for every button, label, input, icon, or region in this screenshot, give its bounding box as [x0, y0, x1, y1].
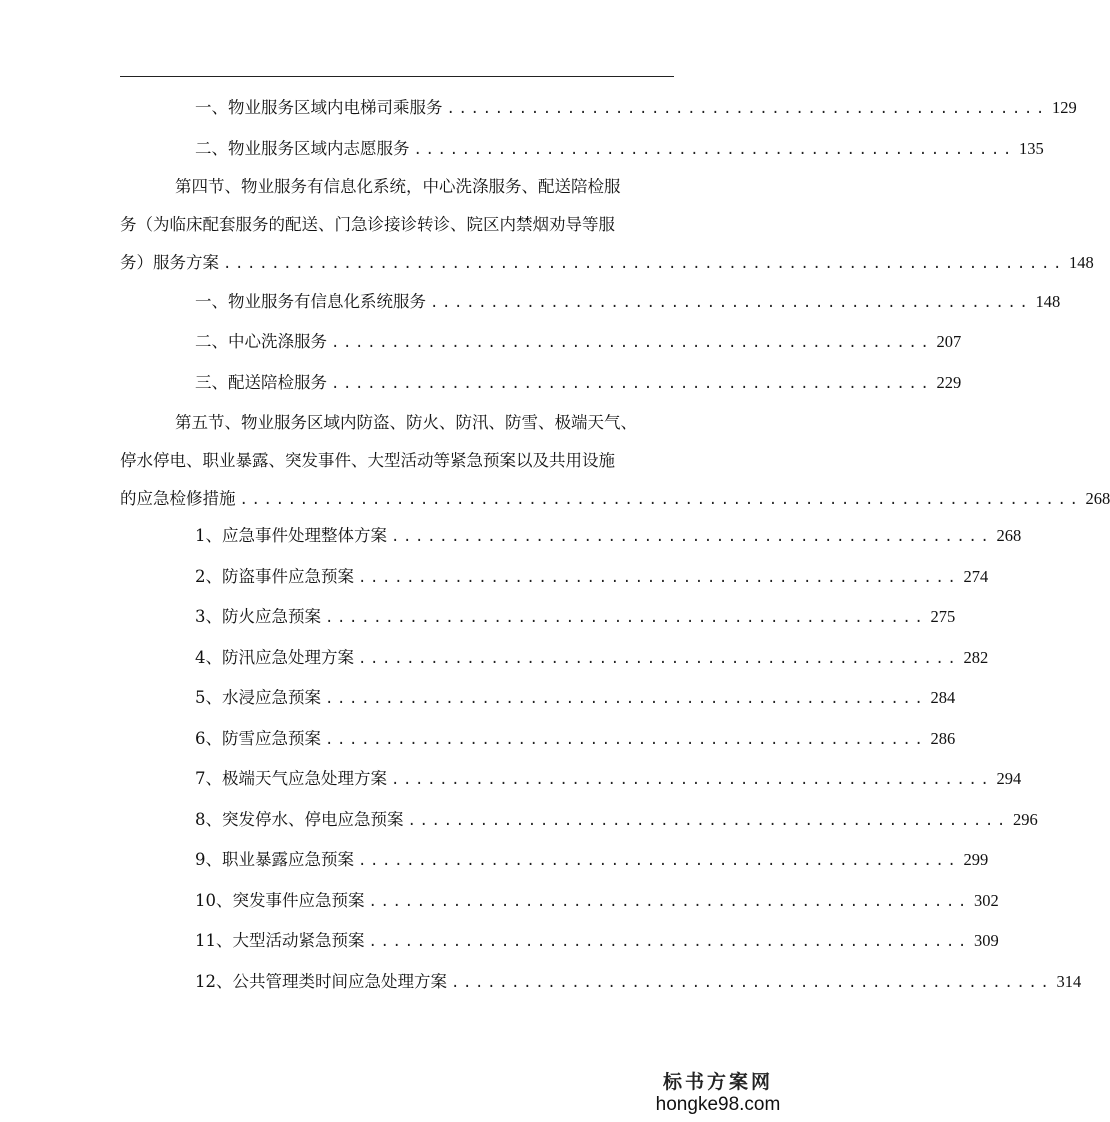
- leader-dots: ..................................................: [325, 610, 927, 626]
- toc-section-last-line: 的应急检修措施: [120, 489, 236, 508]
- toc-entry[interactable]: [0, 521, 1022, 551]
- toc-entry-label: 10、突发事件应急预案: [195, 891, 365, 910]
- leader-dots: ..................................................: [368, 934, 970, 950]
- toc-entry[interactable]: [0, 805, 1038, 835]
- toc-entry[interactable]: [0, 967, 1082, 997]
- toc-entry-label: 11、大型活动紧急预案: [195, 931, 365, 950]
- toc-entry-page: 268: [996, 526, 1022, 545]
- toc-entry-label: 1、应急事件处理整体方案: [195, 526, 387, 545]
- toc-entry[interactable]: [0, 134, 1044, 164]
- leader-dots: ..................................................: [368, 894, 970, 910]
- toc-entry-page: 284: [930, 688, 956, 707]
- watermark-url: hongke98.com: [655, 1094, 781, 1115]
- leader-dots: ..................................................: [358, 570, 960, 586]
- toc-section-entry[interactable]: [120, 404, 1110, 518]
- leader-dots: ..................................................: [325, 732, 927, 748]
- toc-section-last-line: 务）服务方案: [120, 253, 219, 272]
- toc-entry-page: 299: [963, 850, 989, 869]
- toc-entry[interactable]: [0, 845, 989, 875]
- toc-entry-page: 294: [996, 769, 1022, 788]
- leader-dots: ......................................................................: [239, 492, 1082, 508]
- toc-entry-page: 268: [1085, 489, 1110, 508]
- toc-entry-page: 135: [1018, 139, 1044, 158]
- leader-dots: ..................................................: [358, 651, 960, 667]
- leader-dots: ..................................................: [391, 772, 993, 788]
- toc-entry-page: 314: [1056, 972, 1082, 991]
- toc-entry-label: 4、防汛应急处理方案: [195, 648, 354, 667]
- toc-section-line: 第五节、物业服务区域内防盗、防火、防汛、防雪、极端天气、: [175, 413, 637, 432]
- leader-dots: ......................................................................: [223, 256, 1066, 272]
- toc-entry-page: 275: [930, 607, 956, 626]
- toc-entry[interactable]: [0, 886, 999, 916]
- leader-dots: ..................................................: [325, 691, 927, 707]
- toc-entry-page: 309: [973, 931, 999, 950]
- toc-entry[interactable]: [0, 368, 962, 398]
- leader-dots: ..................................................: [331, 335, 933, 351]
- toc-entry-page: 282: [963, 648, 989, 667]
- toc-entry-page: 207: [936, 332, 962, 351]
- leader-dots: ..................................................: [331, 376, 933, 392]
- toc-entry-page: 296: [1012, 810, 1038, 829]
- toc-entry-page: 274: [963, 567, 989, 586]
- leader-dots: ..................................................: [358, 853, 960, 869]
- leader-dots: ..................................................: [413, 142, 1015, 158]
- toc-entry[interactable]: [0, 683, 956, 713]
- toc-entry-label: 8、突发停水、停电应急预案: [195, 810, 404, 829]
- toc-section-line: 第四节、物业服务有信息化系统，中心洗涤服务、配送陪检服: [175, 177, 621, 196]
- toc-entry[interactable]: [0, 643, 989, 673]
- toc-entry-label: 5、水浸应急预案: [195, 688, 321, 707]
- toc-section-line: 停水停电、职业暴露、突发事件、大型活动等紧急预案以及共用设施: [120, 451, 615, 470]
- leader-dots: ..................................................: [391, 529, 993, 545]
- toc-entry[interactable]: [0, 724, 956, 754]
- leader-dots: ..................................................: [451, 975, 1053, 991]
- toc-entry-label: 2、防盗事件应急预案: [195, 567, 354, 586]
- toc-entry-page: 148: [1035, 292, 1061, 311]
- toc-entry[interactable]: [0, 327, 962, 357]
- toc-section-line: 务（为临床配套服务的配送、门急诊接诊转诊、院区内禁烟劝导等服: [120, 215, 615, 234]
- toc-entry-label: 9、职业暴露应急预案: [195, 850, 354, 869]
- toc-entry[interactable]: [0, 287, 1061, 317]
- toc-entry-label: 3、防火应急预案: [195, 607, 321, 626]
- leader-dots: ..................................................: [407, 813, 1009, 829]
- toc-section-entry[interactable]: [120, 168, 1094, 282]
- toc-entry-label: 一、物业服务有信息化系统服务: [195, 292, 426, 311]
- toc-entry-label: 三、配送陪检服务: [195, 373, 327, 392]
- toc-entry-label: 二、中心洗涤服务: [195, 332, 327, 351]
- toc-entry-page: 286: [930, 729, 956, 748]
- watermark-name: 标书方案网: [662, 1071, 773, 1093]
- leader-dots: ..................................................: [446, 101, 1048, 117]
- toc-entry-label: 一、物业服务区域内电梯司乘服务: [195, 98, 443, 117]
- toc-entry[interactable]: [0, 93, 1077, 123]
- toc-entry[interactable]: [0, 926, 999, 956]
- toc-entry-page: 229: [936, 373, 962, 392]
- toc-entry-page: 302: [973, 891, 999, 910]
- watermark: [648, 1070, 788, 1116]
- toc-entry[interactable]: [0, 764, 1022, 794]
- toc-entry-page: 129: [1051, 98, 1077, 117]
- toc-entry[interactable]: [0, 602, 956, 632]
- toc-entry-label: 12、公共管理类时间应急处理方案: [195, 972, 447, 991]
- toc-entry-label: 6、防雪应急预案: [195, 729, 321, 748]
- leader-dots: ..................................................: [430, 295, 1032, 311]
- toc-entry-page: 148: [1069, 253, 1094, 272]
- toc-entry-label: 二、物业服务区域内志愿服务: [195, 139, 410, 158]
- toc-entry-label: 7、极端天气应急处理方案: [195, 769, 387, 788]
- toc-entry[interactable]: [0, 562, 989, 592]
